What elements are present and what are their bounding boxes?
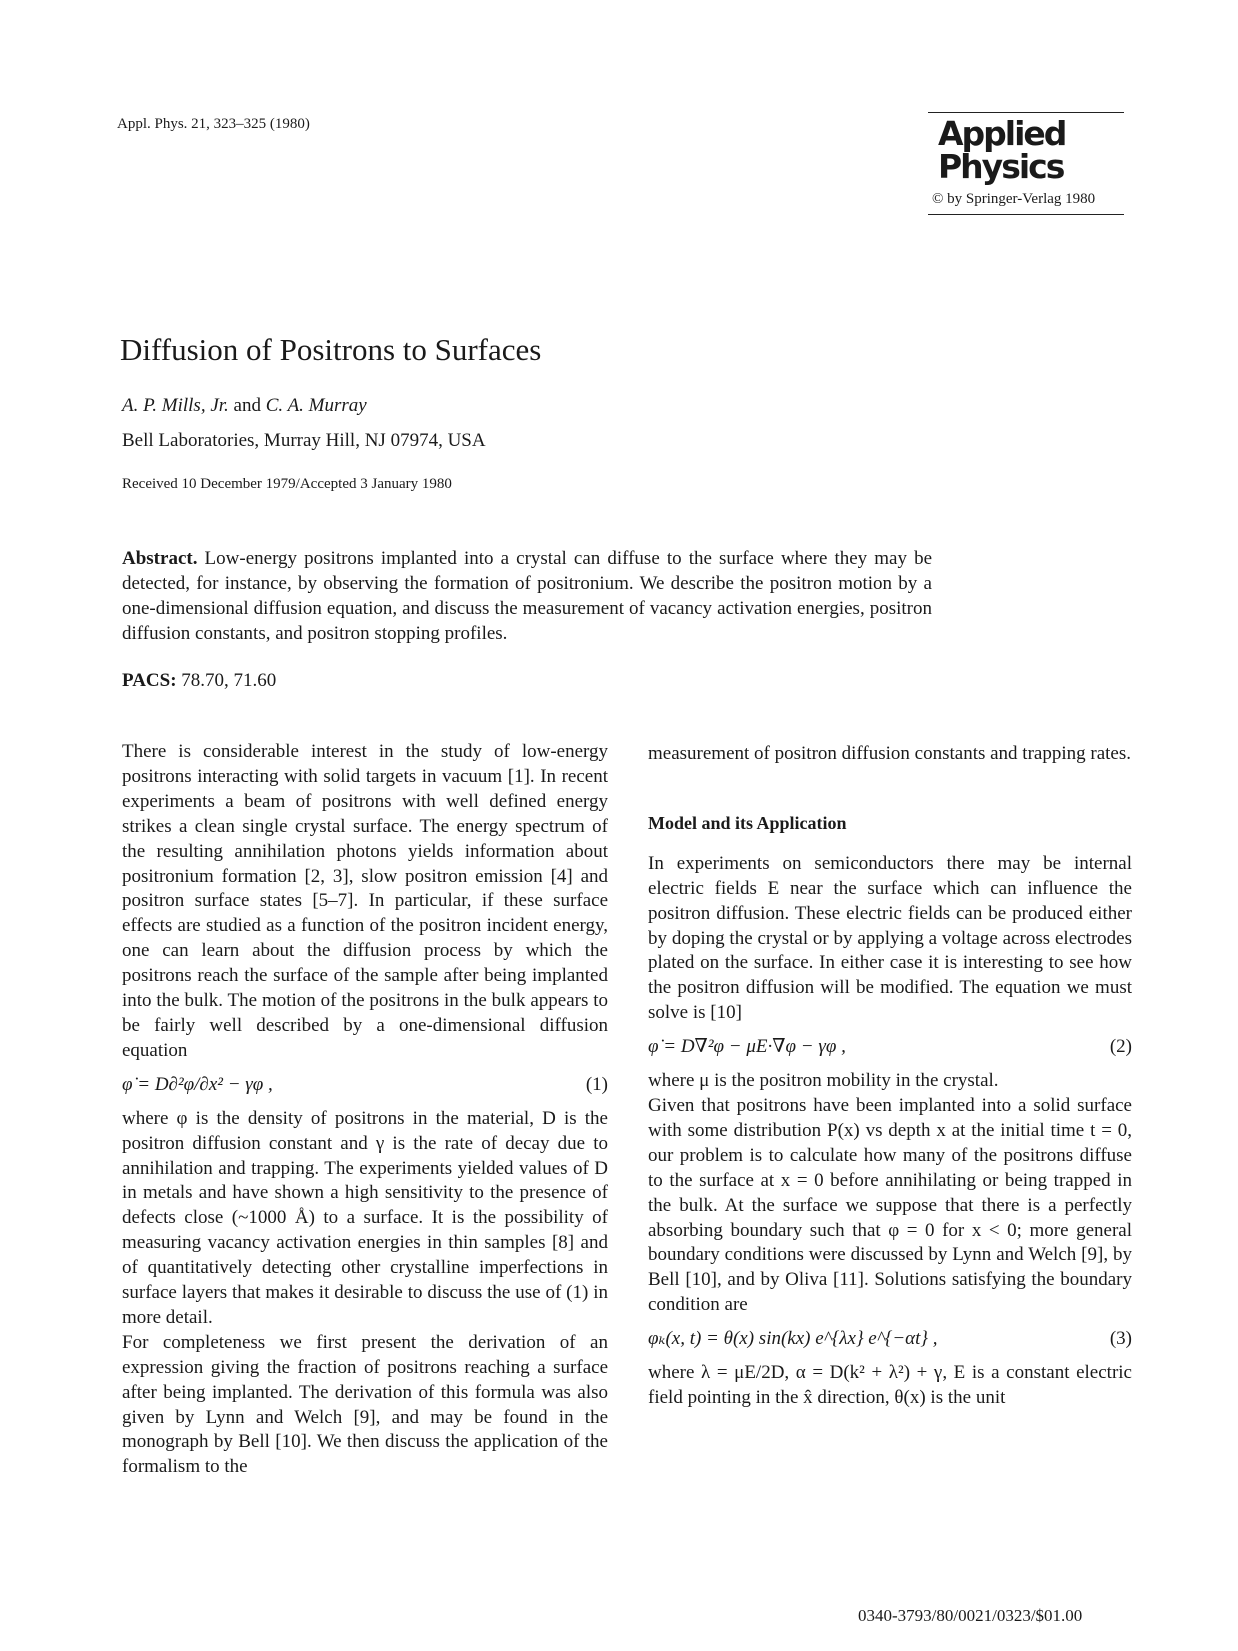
equation-2-number: (2) (1109, 1036, 1132, 1058)
author-1: A. P. Mills, Jr. (122, 395, 229, 416)
received-dates: Received 10 December 1979/Accepted 3 January 1980 (122, 476, 452, 492)
copyright-notice: © by Springer-Verlag 1980 (932, 191, 1096, 207)
equation-3 (648, 1327, 1132, 1352)
intro-paragraph: There is considerable interest in the study of low-energy positrons interacting with solid targets in vacuum [1]. In recent experiments a beam of positrons with well defined energy strikes a clean single crystal surface. The energy spectrum of the resulting annihilation photons yields information about positronium formation [2, 3], slow positron emission [4] and positron surface states [5–7]. In particular, if these surface effects are studied as a function of the positron incident energy, one can learn about the diffusion process by which the positrons reach the surface of the sample after being implanted into the bulk. The motion of the positrons in the bulk appears to be fairly well described by a one-dimensional diffusion equation (122, 741, 608, 1061)
authors (122, 395, 367, 417)
paragraph-electric-fields: In experiments on semiconductors there may be internal electric fields E near the surface which can influence the positron diffusion. These electric fields can be produced either by doping the crystal or by applying a voltage across electrodes plated on the surface. In either case it is interesting to see how the positron diffusion will be modified. The equation we must solve is [10] (648, 852, 1132, 1024)
pacs-codes: 78.70, 71.60 (181, 670, 277, 691)
abstract (122, 546, 932, 646)
equation-1-body: φ̇ = D∂²φ/∂x² − γφ , (122, 1073, 273, 1095)
left-column (122, 740, 608, 1480)
pacs (122, 670, 276, 692)
equation-3-body: φₖ(x, t) = θ(x) sin(kx) e^{λx} e^{−αt} , (648, 1328, 938, 1350)
paragraph-mobility: where μ is the positron mobility in the crystal. (648, 1070, 999, 1092)
journal-citation: Appl. Phys. 21, 323–325 (1980) (117, 116, 310, 132)
abstract-text: Low-energy positrons implanted into a crystal can diffuse to the surface where they may be detected, for instance, by observing the formation of positronium. We describe the positron motion by a one-dimensional diffusion equation, and discuss the measurement of vacancy activation energies, positron diffusion constants, and positron stopping profiles. (122, 548, 933, 644)
journal-logo-line1: Applied (938, 114, 1066, 153)
equation-3-number: (3) (1109, 1328, 1132, 1350)
journal-brand (928, 112, 1124, 215)
equation-1 (122, 1073, 608, 1098)
paragraph-boundary: Given that positrons have been implanted into a solid surface with some distribution P(x) vs depth x at the initial time t = 0, our problem is to calculate how many of the positrons diffuse to the surface at x = 0 before annihilating or being trapped in the bulk. At the surface we suppose that there is a perfectly absorbing boundary such that φ = 0 for x < 0; more general boundary conditions were discussed by Lynn and Welch [9], by Bell [10], and by Oliva [11]. Solutions satisfying the boundary condition are (648, 1094, 1132, 1316)
author-2: C. A. Murray (265, 395, 367, 416)
section-heading: Model and its Application (648, 812, 847, 833)
abstract-label: Abstract. (122, 548, 198, 569)
brand-bottom-rule (928, 214, 1124, 215)
paragraph-lambda-definition: where λ = μE/2D, α = D(k² + λ²) + γ, E is a constant electric field pointing in the x̂ direction, θ(x) is the unit (648, 1362, 1132, 1408)
authors-conjunction: and (233, 395, 261, 416)
equation-2-body: φ̇ = D∇²φ − μE·∇φ − γφ , (648, 1036, 846, 1058)
equation-1-number: (1) (585, 1073, 608, 1095)
paragraph-continuation: measurement of positron diffusion constants and trapping rates. (648, 743, 1131, 764)
article-title: Diffusion of Positrons to Surfaces (120, 332, 542, 367)
journal-logo (928, 114, 1124, 186)
journal-logo-line2: Physics (938, 147, 1064, 186)
paragraph-definitions: where φ is the density of positrons in the material, D is the positron diffusion constant and γ is the rate of decay due to annihilation and trapping. The experiments yielded values of D in metals and have shown a high sensitivity to the presence of defects close (~1000 Å) to a surface. It is the possibility of measuring vacancy activation energies in thin samples [8] and of quantitatively detecting other crystalline imperfections in surface layers that makes it desirable to discuss the use of (1) in more detail. (122, 1107, 608, 1328)
issn-code: 0340-3793/80/0021/0323/$01.00 (858, 1606, 1083, 1625)
pacs-label: PACS: (122, 670, 177, 691)
paragraph-completeness: For completeness we first present the derivation of an expression giving the fraction of positrons reaching a surface after being implanted. The derivation of this formula was also given by Lynn and Welch [9], and may be found in the monograph by Bell [10]. We then discuss the application of the formalism to the (122, 1331, 608, 1478)
affiliation: Bell Laboratories, Murray Hill, NJ 07974, USA (122, 430, 486, 451)
right-column (648, 742, 1132, 1411)
equation-2 (648, 1035, 1132, 1060)
brand-top-rule (928, 112, 1124, 113)
